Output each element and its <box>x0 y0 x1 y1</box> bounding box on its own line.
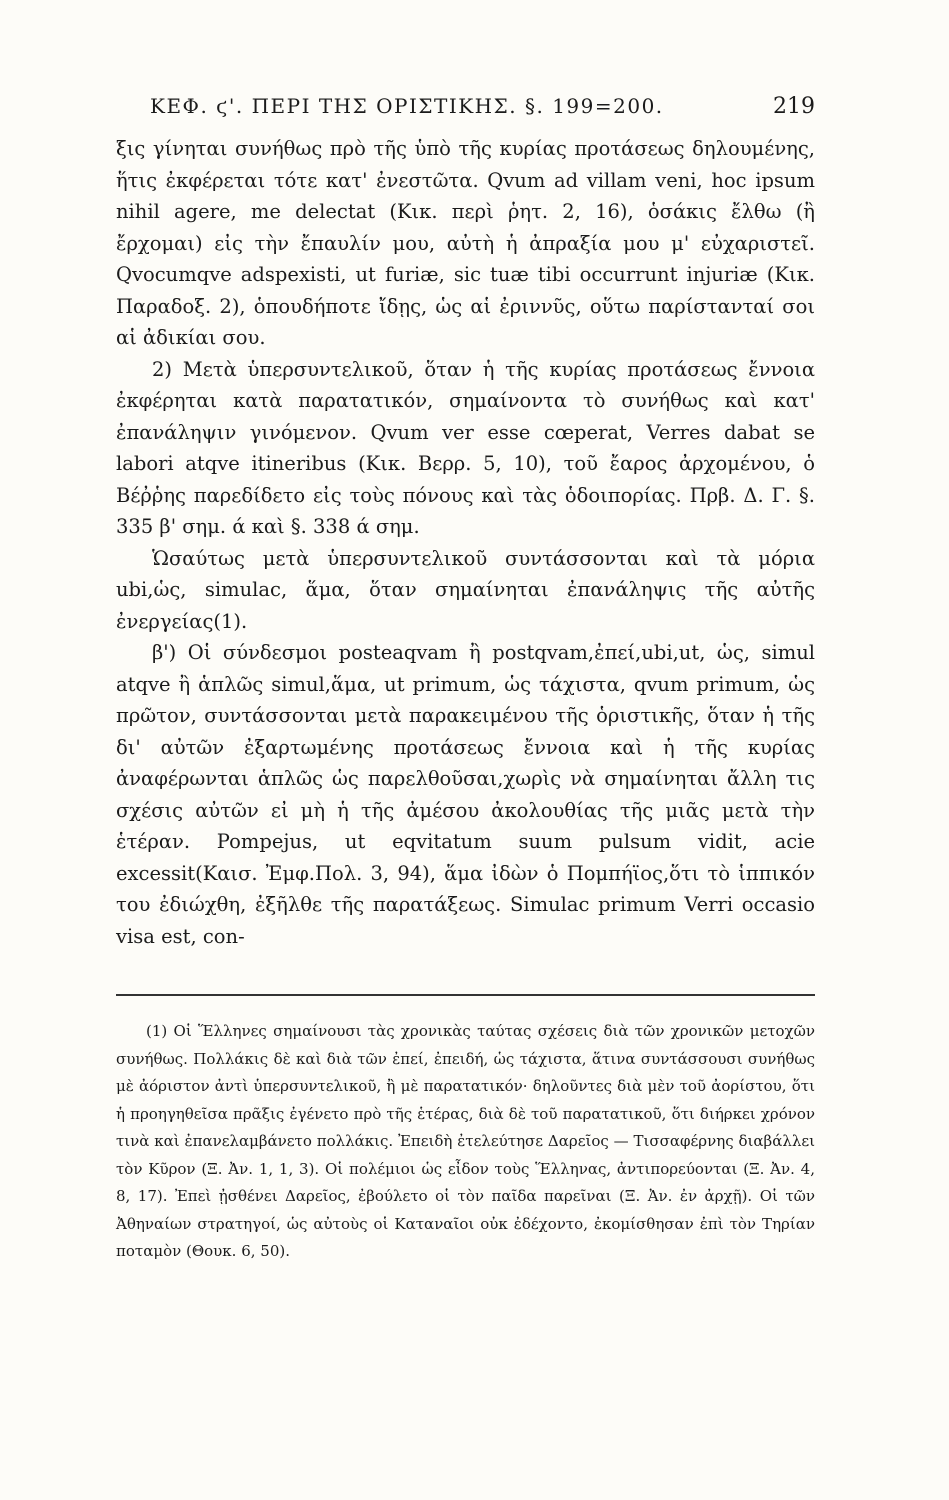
paragraph-section-b: β') Οἱ σύνδεσμοι posteaqvam ἢ postqvam,ἐπεί,ubi,ut, ὡς, simul atqve ἢ ἁπλῶς simul,ἅμα, ut primum, ὡς τάχιστα, qvum primum, ὡς πρῶτον, συντάσσονται μετὰ παρακειμένου τῆς ὁριστικῆς, ὅταν ἡ τῆς δι' αὐτῶν ἐξαρτωμένης προτάσεως ἔννοια καὶ ἡ τῆς κυρίας ἀναφέρωνται ἁπλῶς ὡς παρελθοῦσαι,χωρὶς νὰ σημαίνηται ἄλλη τις σχέσις αὐτῶν εἰ μὴ ἡ τῆς ἀμέσου ἀκολουθίας τῆς μιᾶς μετὰ τὴν ἑτέραν. Pompejus, ut eqvitatum suum pulsum vidit, acie excessit(Καισ. Ἐμφ.Πολ. 3, 94), ἅμα ἰδὼν ὁ Πομπήϊος,ὅτι τὸ ἱππικόν του ἐδιώχθη, ἐξῆλθε τῆς παρατάξεως. Simulac primum Verri occasio visa est, con- <box>116 641 815 948</box>
paragraph-section-2: 2) Μετὰ ὑπερσυντελικοῦ, ὅταν ἡ τῆς κυρίας προτάσεως ἔννοια ἐκφέρηται κατὰ παρατατικόν, σημαίνοντα τὸ συνήθως καὶ κατ' ἐπανάληψιν γινόμενον. Qvum ver esse cœperat, Verres dabat se labori atqve itineribus (Κικ. Βερρ. 5, 10), τοῦ ἔαρος ἀρχομένου, ὁ Βέῤῥης παρεδίδετο εἰς τοὺς πόνους καὶ τὰς ὁδοιπορίας. Πρβ. Δ. Γ. §. 335 β' σημ. ά καὶ §. 338 ά σημ. <box>116 357 815 538</box>
running-head <box>116 94 815 119</box>
footnote-1: (1) Οἱ Ἕλληνες σημαίνουσι τὰς χρονικὰς ταύτας σχέσεις διὰ τῶν χρονικῶν μετοχῶν συνήθως. Πολλάκις δὲ καὶ διὰ τῶν ἐπεί, ἐπειδή, ὡς τάχιστα, ἅτινα συντάσσουσι συνήθως μὲ ἀόριστον ἀντὶ ὑπερσυντελικοῦ, ἢ μὲ παρατατικόν· δηλοῦντες διὰ μὲν τοῦ ἀορίστου, ὅτι ἡ προηγηθεῖσα πρᾶξις ἐγένετο πρὸ τῆς ἑτέρας, διὰ δὲ τοῦ παρατατικοῦ, ὅτι διήρκει χρόνον τινὰ καὶ ἐπανελαμβάνετο πολλάκις. Ἐπειδὴ ἐτελεύτησε Δαρεῖος — Τισσαφέρνης διαβάλλει τὸν Κῦρον (Ξ. Ἀν. 1, 1, 3). Οἱ πολέμιοι ὡς εἶδον τοὺς Ἕλληνας, ἀντιπορεύονται (Ξ. Ἀν. 4, 8, 17). Ἐπεὶ ᾐσθένει Δαρεῖος, ἐβούλετο οἱ τὸν παῖδα παρεῖναι (Ξ. Ἀν. ἐν ἀρχῇ). Οἱ τῶν Ἀθηναίων στρατηγοί, ὡς αὐτοὺς οἱ Καταναῖοι οὐκ ἐδέχοντο, ἐκομίσθησαν ἐπὶ τὸν Τηρίαν ποταμὸν (Θουκ. 6, 50). <box>116 1022 815 1260</box>
paragraph-continuation: ξις γίνηται συνήθως πρὸ τῆς ὑπὸ τῆς κυρίας προτάσεως δηλουμένης, ἥτις ἐκφέρεται τότε κατ' ἐνεστῶτα. Qvum ad villam veni, hoc ipsum nihil agere, me delectat (Κικ. περὶ ῥητ. 2, 16), ὁσάκις ἔλθω (ἢ ἔρχομαι) εἰς τὴν ἔπαυλίν μου, αὐτὴ ἡ ἀπραξία μου μ' εὐχαριστεῖ. Qvocumqve adspexisti, ut furiæ, sic tuæ tibi occurrunt injuriæ (Κικ. Παραδοξ. 2), ὁπουδήποτε ἴδῃς, ὡς αἱ ἐριννῦς, οὕτω παρίστανταί σοι αἱ ἀδικίαι σου. <box>116 137 815 349</box>
page-number: 219 <box>773 94 815 119</box>
paragraph-section-2-cont: Ὡσαύτως μετὰ ὑπερσυντελικοῦ συντάσσονται καὶ τὰ μόρια ubi,ὡς, simulac, ἅμα, ὅταν σημαίνηται ἐπανάληψις τῆς αὐτῆς ἐνεργείας(1). <box>116 546 815 633</box>
running-head-title: ΚΕΦ. ϛ'. ΠΕΡΙ ΤΗΣ ΟΡΙΣΤΙΚΗΣ. §. 199=200. <box>150 94 664 118</box>
footnote-rule <box>116 994 815 996</box>
footnotes <box>116 1018 815 1266</box>
main-text <box>116 133 815 952</box>
